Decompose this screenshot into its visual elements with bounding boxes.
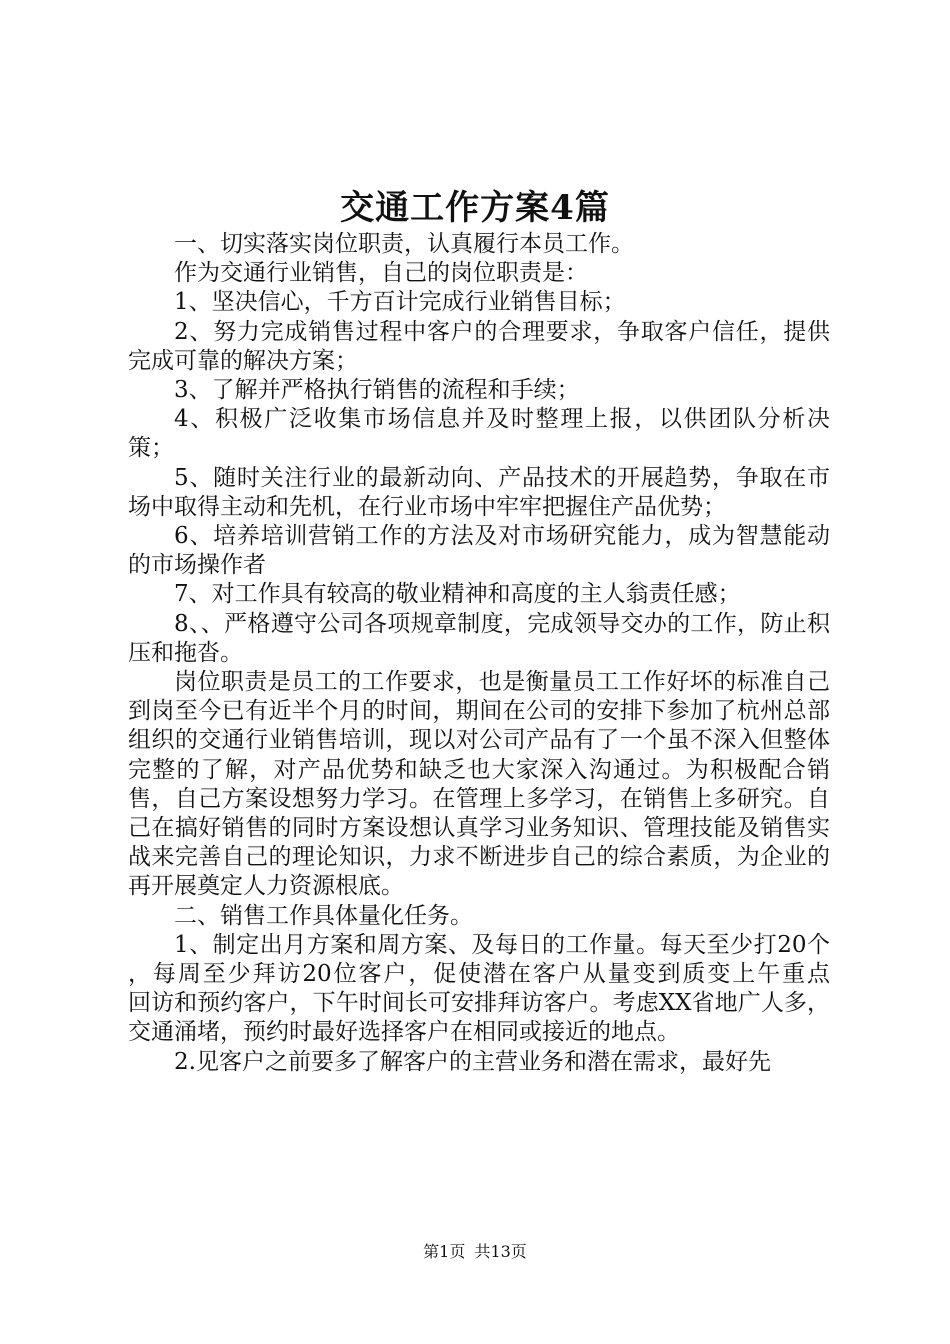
paragraph-duty-8: 8、、严格遵守公司各项规章制度，完成领导交办的工作，防止积压和拖沓。: [128, 610, 830, 666]
paragraph-duty-7: 7、对工作具有较高的敬业精神和高度的主人翁责任感；: [174, 581, 741, 608]
paragraph-duty-3: 3、了解并严格执行销售的流程和手续；: [174, 377, 580, 404]
document-title: 交通工作方案4篇: [340, 188, 610, 228]
document-body: [128, 230, 860, 1077]
paragraph-duty-6: 6、培养培训营销工作的方法及对市场研究能力，成为智慧能动的市场操作者: [128, 523, 830, 579]
paragraph-duties-intro: 作为交通行业销售，自己的岗位职责是：: [174, 260, 588, 287]
paragraph-task-2: 2.见客户之前要多了解客户的主营业务和潜在需求，最好先: [174, 1048, 771, 1075]
paragraph-section-1-heading: 一、切实落实岗位职责，认真履行本员工作。: [174, 231, 634, 257]
paragraph-duties-summary: 岗位职责是员工的工作要求，也是衡量员工工作好坏的标准自己到岗至今已有近半个月的时间，期间在公司的安排下参加了杭州总部组织的交通行业销售培训，现以对公司产品有了一个虽不深入但整体完整的了解，对产品优势和缺乏也大家深入沟通过。为积极配合销售，自己方案设想努力学习。在管理上多学习，在销售上多研究。自己在搞好销售的同时方案设想认真学习业务知识、管理技能及销售实战来完善自己的理论知识，力求不断进步自己的综合素质，为企业的再开展奠定人力资源根底。: [128, 669, 830, 900]
paragraph-task-1: 1、制定出月方案和周方案、及每日的工作量。每天至少打20个 ，每周至少拜访20位客户，促使潜在客户从量变到质变上午重点 回访和预约客户，下午时间长可安排拜访客户。考虑XX省地广人多，交通涌堵，预约时最好选择客户在相同或接近的地点。: [128, 931, 860, 1046]
paragraph-duty-1: 1、坚决信心，千方百计完成行业销售目标；: [174, 289, 626, 316]
paragraph-duty-4: 4、积极广泛收集市场信息并及时整理上报，以供团队分析决策；: [128, 406, 830, 462]
paragraph-duty-2: 2、努力完成销售过程中客户的合理要求，争取客户信任，提供完成可靠的解决方案；: [128, 318, 830, 374]
paragraph-section-2-heading: 二、销售工作具体量化任务。: [174, 902, 473, 929]
paragraph-duty-5: 5、随时关注行业的最新动向、产品技术的开展趋势，争取在市场中取得主动和先机，在行业市场中牢牢把握住产品优势；: [128, 464, 830, 520]
page-footer: 第1页 共13页: [423, 1242, 527, 1261]
